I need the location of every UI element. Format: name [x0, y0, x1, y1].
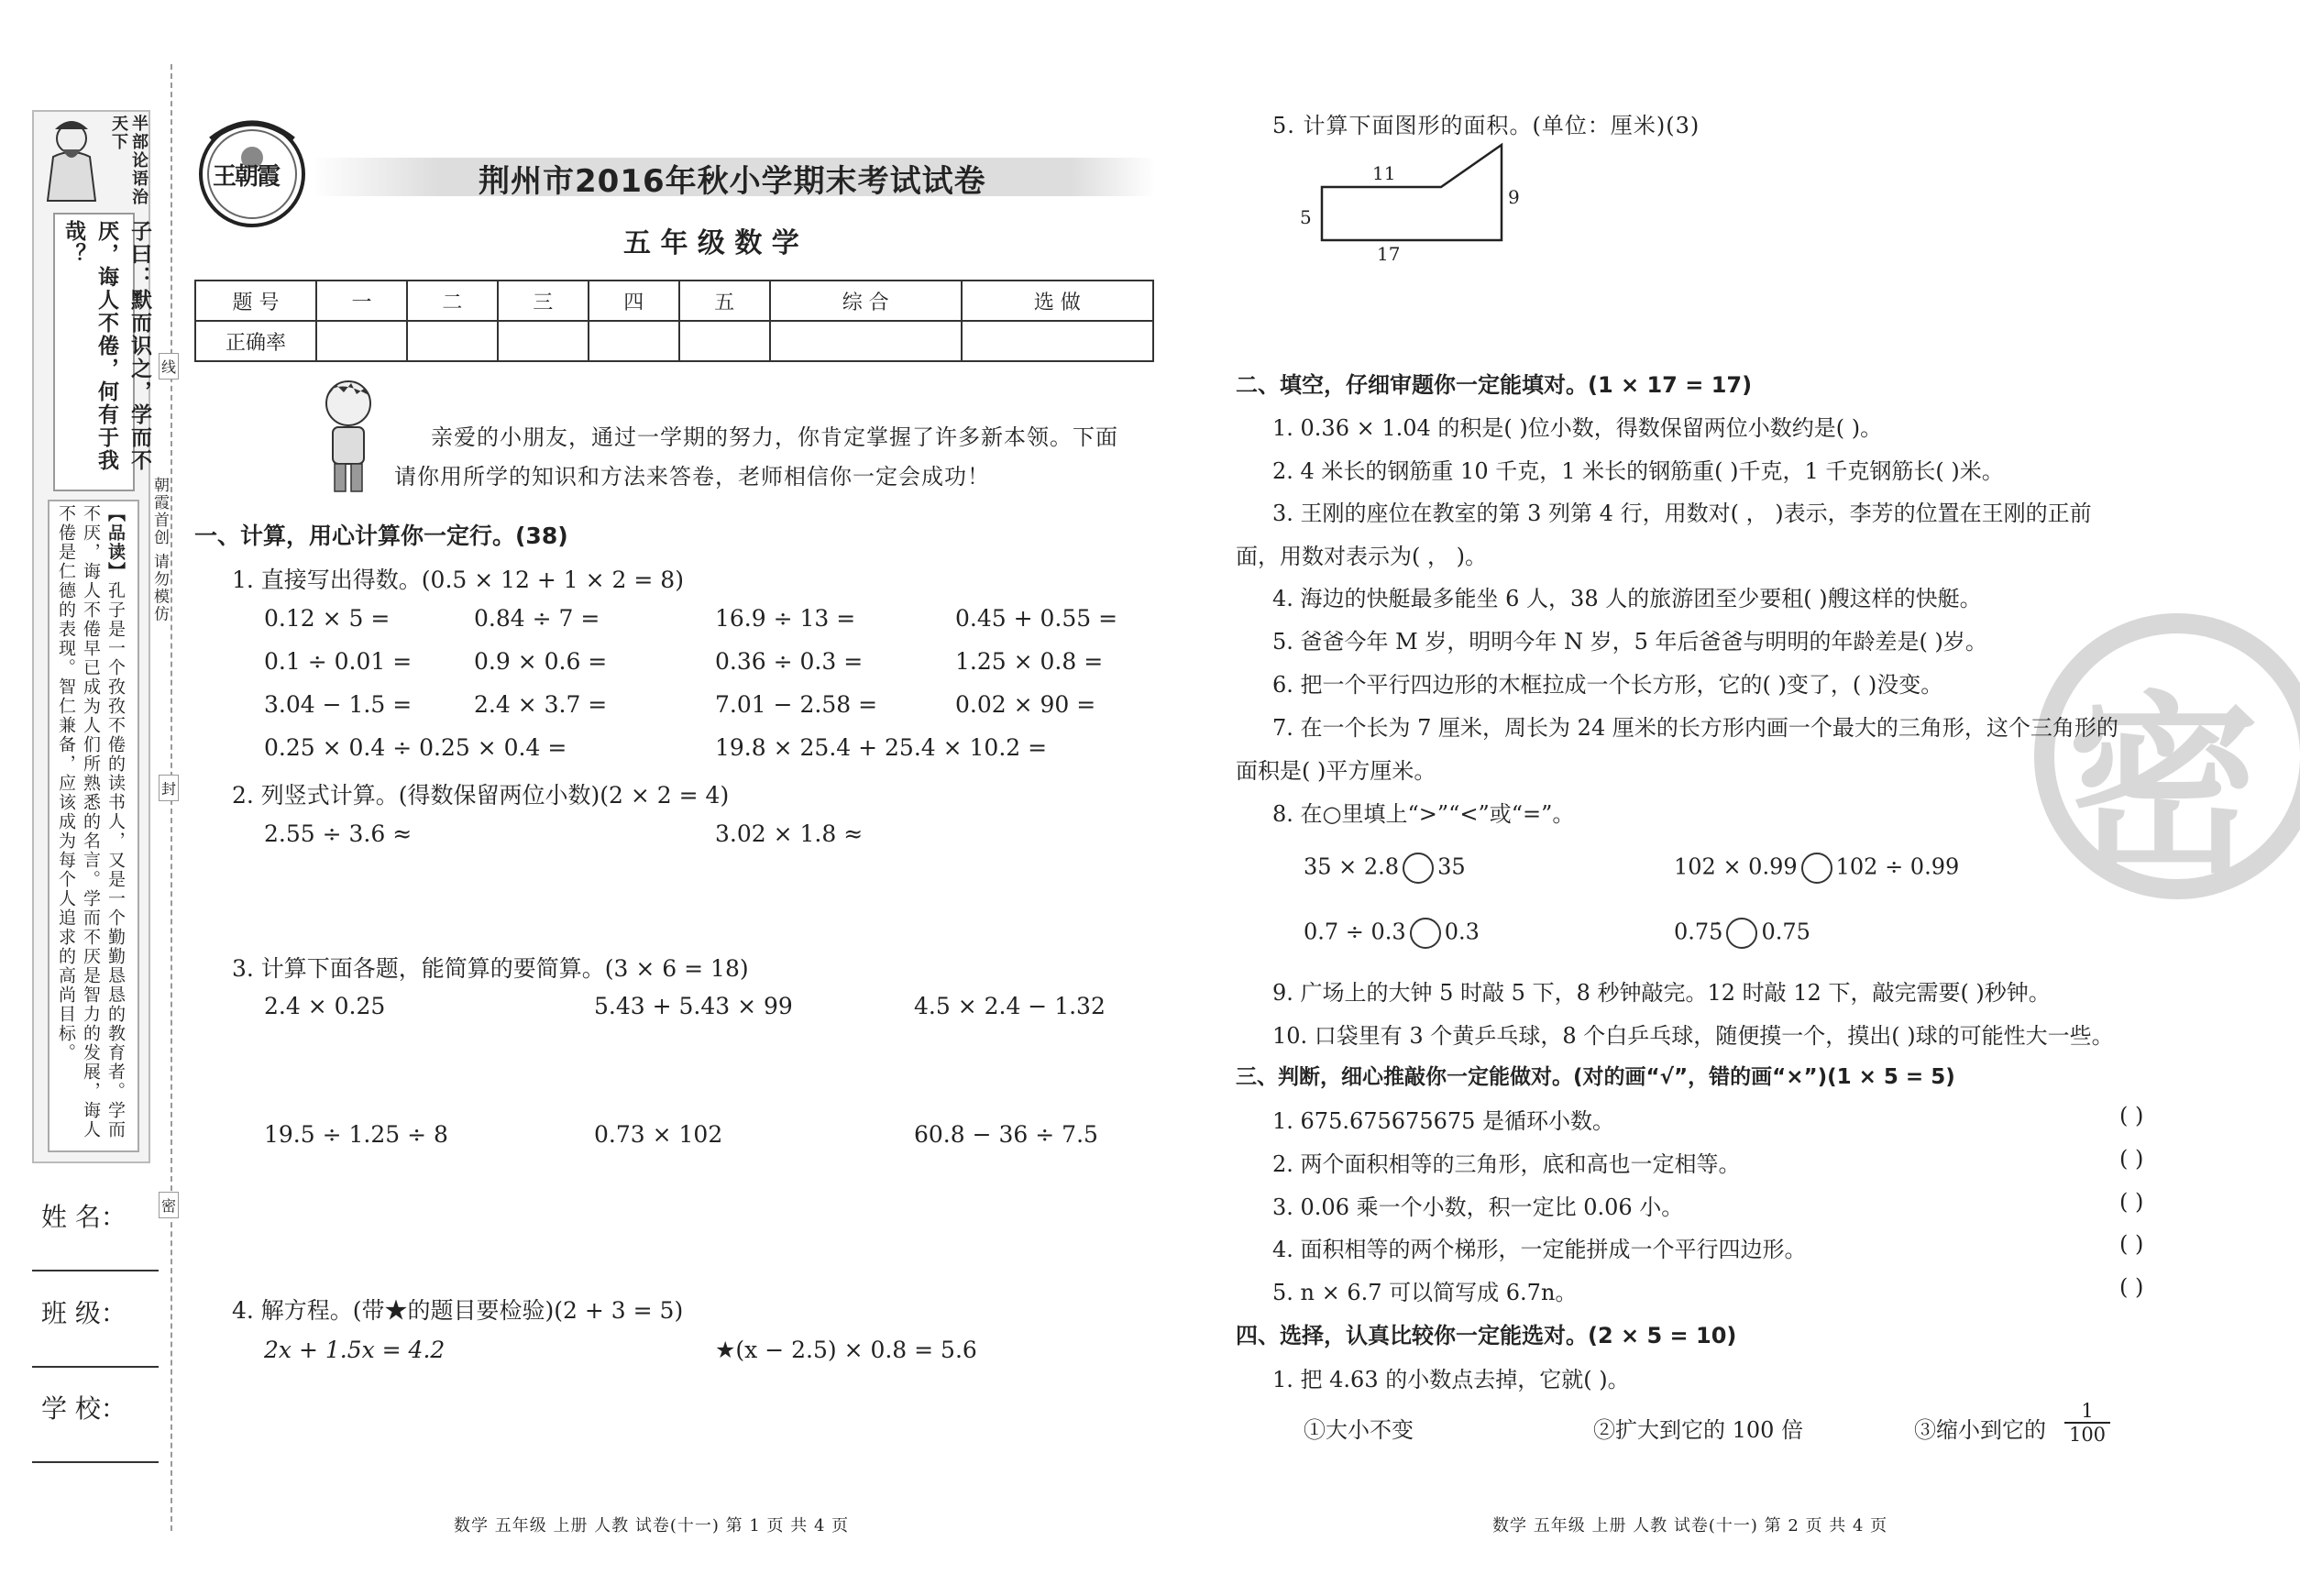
q5-title: 5. 计算下面图形的面积。(单位：厘米)(3): [1272, 113, 1700, 138]
judge-item: 5. n × 6.7 可以简写成 6.7n。: [1272, 1280, 1578, 1305]
commentary-text: 孔子是一个孜孜不倦的读书人，又是一个勤勤恳恳的教育者。学而不厌，诲人不倦早已成为人们所熟悉的名言。学而不厌是智力的发展，诲人不倦是仁德的表现。智仁兼备，应该成为每个人追求的高尚目标。: [56, 504, 126, 1139]
q1-title: 1. 直接写出得数。(0.5 × 12 + 1 × 2 = 8): [232, 567, 684, 593]
judge-bracket[interactable]: ( ): [2119, 1274, 2144, 1300]
judge-item: 1. 675.675675675 是循环小数。: [1272, 1108, 1615, 1134]
fill-item: 10. 口袋里有 3 个黄乒乓球，8 个白乒乓球，随便摸一个，摸出( )球的可能性大一些。: [1272, 1023, 2114, 1049]
score-header-cell: 四: [589, 281, 679, 321]
dim-bottom: 17: [1377, 243, 1401, 265]
section1-title: 一、计算，用心计算你一定行。(38): [194, 523, 568, 549]
dim-left: 5: [1300, 206, 1312, 228]
boy-mascot: [316, 376, 380, 495]
score-header-cell: 五: [679, 281, 770, 321]
score-header-cell: 综 合: [770, 281, 962, 321]
simplify-item: 0.73 × 102: [594, 1121, 723, 1148]
score-cell[interactable]: [498, 321, 589, 361]
fill-item: 面，用数对表示为( ， )。: [1236, 544, 1487, 569]
sidebar-quote: 子曰：默而识之，学而不厌，诲人不倦，何有于我哉？: [61, 220, 152, 472]
section4-title: 四、选择，认真比较你一定能选对。(2 × 5 = 10): [1236, 1323, 1737, 1348]
greeting-line1: 亲爱的小朋友，通过一学期的努力，你肯定掌握了许多新本领。下面: [431, 424, 1118, 450]
compare-row-2b: [1674, 918, 1810, 949]
compare-circle[interactable]: [1801, 853, 1832, 884]
section3-title: 三、判断，细心推敲你一定能做对。(对的画“√”，错的画“×”)(1 × 5 = 5): [1236, 1065, 1955, 1089]
judge-item: 2. 两个面积相等的三角形，底和高也一定相等。: [1272, 1151, 1741, 1177]
fill-item: 8. 在○里填上“>”“<”或“=”。: [1272, 801, 1575, 827]
class-label: 班 级：: [41, 1298, 127, 1328]
score-cell[interactable]: [770, 321, 962, 361]
judge-bracket[interactable]: ( ): [2119, 1103, 2144, 1128]
calc-item: 0.84 ÷ 7 =: [474, 605, 600, 632]
score-row-label: 正确率: [195, 321, 316, 361]
equation-item: ★(x − 2.5) × 0.8 = 5.6: [715, 1337, 977, 1363]
score-cell[interactable]: [679, 321, 770, 361]
fill-item: 1. 0.36 × 1.04 的积是( )位小数，得数保留两位小数约是( )。: [1272, 415, 1883, 441]
choice-option-1[interactable]: ①大小不变: [1304, 1417, 1414, 1443]
greeting-line2: 请你用所学的知识和方法来答卷，老师相信你一定会成功！: [394, 464, 990, 490]
choice-option-2[interactable]: ②扩大到它的 100 倍: [1593, 1417, 1804, 1443]
score-header-cell: 一: [316, 281, 407, 321]
sidebar-commentary: [53, 504, 127, 1146]
compare-right: 0.3: [1444, 919, 1480, 945]
score-cell[interactable]: [407, 321, 498, 361]
area-figure: [1293, 138, 1522, 266]
fill-item: 4. 海边的快艇最多能坐 6 人，38 人的旅游团至少要租( )艘这样的快艇。: [1272, 586, 1982, 611]
calc-item: 16.9 ÷ 13 =: [715, 605, 856, 632]
simplify-item: 60.8 − 36 ÷ 7.5: [914, 1121, 1098, 1148]
compare-left: 102 × 0.99: [1674, 853, 1798, 880]
fill-item: 5. 爸爸今年 M 岁，明明今年 N 岁，5 年后爸爸与明明的年龄差是( )岁。: [1272, 629, 1987, 655]
score-header-cell: 二: [407, 281, 498, 321]
school-line[interactable]: [32, 1461, 159, 1463]
sage-portrait: [35, 113, 108, 204]
compare-right: 0.75: [1761, 919, 1810, 945]
fill-item: 6. 把一个平行四边形的木框拉成一个长方形，它的( )变了，( )没变。: [1272, 672, 1943, 698]
fill-item: 面积是( )平方厘米。: [1236, 758, 1436, 784]
logo-text: 王朝霞: [213, 163, 280, 191]
judge-item: 4. 面积相等的两个梯形，一定能拼成一个平行四边形。: [1272, 1237, 1807, 1262]
fraction-denominator: 100: [2068, 1424, 2107, 1446]
q2-title: 2. 列竖式计算。(得数保留两位小数)(2 × 2 = 4): [232, 782, 730, 809]
compare-circle[interactable]: [1410, 918, 1441, 949]
subject-title: 五 年 级 数 学: [623, 227, 799, 259]
q3-title: 3. 计算下面各题，能简算的要简算。(3 × 6 = 18): [232, 955, 749, 982]
fraction-numerator: 1: [2064, 1400, 2110, 1424]
judge-bracket[interactable]: ( ): [2119, 1189, 2144, 1215]
dim-right: 9: [1508, 186, 1520, 208]
score-rate-row: [195, 321, 1153, 361]
vertical-calc-item: 2.55 ÷ 3.6 ≈: [264, 820, 413, 847]
compare-right: 35: [1437, 853, 1466, 880]
calc-item: 0.02 × 90 =: [955, 691, 1096, 718]
footer-right: 数学 五年级 上册 人教 试卷(十一) 第 2 页 共 4 页: [1492, 1516, 1888, 1535]
fold-mark-1: 线: [159, 353, 179, 380]
compare-circle[interactable]: [1726, 918, 1757, 949]
calc-item: 0.25 × 0.4 ÷ 0.25 × 0.4 =: [264, 734, 567, 761]
school-label: 学 校：: [41, 1393, 127, 1424]
name-line[interactable]: [32, 1270, 159, 1271]
judge-item: 3. 0.06 乘一个小数，积一定比 0.06 小。: [1272, 1194, 1684, 1220]
dim-top: 11: [1372, 162, 1396, 184]
fill-item: 2. 4 米长的钢筋重 10 千克，1 米长的钢筋重( )千克，1 千克钢筋长( )米。: [1272, 458, 2004, 484]
compare-left: 0.7 ÷ 0.3: [1304, 919, 1406, 945]
fill-item: 9. 广场上的大钟 5 时敲 5 下，8 秒钟敲完。12 时敲 12 下，敲完需要( )秒钟。: [1272, 980, 2051, 1006]
judge-bracket[interactable]: ( ): [2119, 1231, 2144, 1257]
compare-circle[interactable]: [1403, 853, 1434, 884]
simplify-item: 2.4 × 0.25: [264, 993, 386, 1019]
choice-option-3-text: ③缩小到它的: [1914, 1417, 2046, 1443]
compare-row-1a: [1304, 853, 1466, 884]
fold-mark-2: 封: [159, 775, 179, 801]
commentary-title: 【品读】: [105, 504, 126, 581]
fraction: [2064, 1400, 2110, 1446]
judge-bracket[interactable]: ( ): [2119, 1146, 2144, 1172]
watermark-char: 密: [2067, 675, 2261, 899]
simplify-item: 5.43 + 5.43 × 99: [594, 993, 793, 1019]
calc-item: 0.1 ÷ 0.01 =: [264, 648, 413, 675]
score-header-cell: 选 做: [962, 281, 1153, 321]
compare-row-1b: [1674, 853, 1959, 884]
score-table: [194, 280, 1154, 362]
equation-item: 2x + 1.5x = 4.2: [264, 1337, 446, 1363]
calc-item: 2.4 × 3.7 =: [474, 691, 608, 718]
compare-row-2a: [1304, 918, 1480, 949]
calc-item: 0.36 ÷ 0.3 =: [715, 648, 864, 675]
fold-note: 朝霞首创 请勿模仿: [150, 477, 169, 623]
compare-left: 35 × 2.8: [1304, 853, 1400, 880]
compare-left: 0.75̇: [1674, 919, 1723, 945]
q4-title: 4. 解方程。(带★的题目要检验)(2 + 3 = 5): [232, 1297, 684, 1324]
motto-small: 半部论语治天下: [109, 115, 149, 206]
calc-item: 0.12 × 5 =: [264, 605, 391, 632]
score-cell[interactable]: [589, 321, 679, 361]
exam-title: 荆州市2016年秋小学期末考试试卷: [479, 163, 986, 200]
score-header-cell: 题 号: [195, 281, 316, 321]
name-label: 姓 名：: [41, 1202, 127, 1232]
calc-item: 0.45 + 0.55 =: [955, 605, 1118, 632]
choice-option-3[interactable]: [1914, 1412, 2046, 1444]
section2-title: 二、填空，仔细审题你一定能填对。(1 × 17 = 17): [1236, 372, 1753, 398]
fill-item: 7. 在一个长为 7 厘米，周长为 24 厘米的长方形内画一个最大的三角形，这个三角形的: [1272, 715, 2118, 741]
simplify-item: 4.5 × 2.4 − 1.32: [914, 993, 1106, 1019]
footer-left: 数学 五年级 上册 人教 试卷(十一) 第 1 页 共 4 页: [454, 1516, 850, 1535]
score-header-row: [195, 281, 1153, 321]
score-cell[interactable]: [316, 321, 407, 361]
fill-item: 3. 王刚的座位在教室的第 3 列第 4 行，用数对( ， )表示，李芳的位置在王刚的正前: [1272, 501, 2092, 526]
calc-item: 0.9 × 0.6 =: [474, 648, 608, 675]
calc-item: 19.8 × 25.4 + 25.4 × 10.2 =: [715, 734, 1048, 761]
simplify-item: 19.5 ÷ 1.25 ÷ 8: [264, 1121, 448, 1148]
class-line[interactable]: [32, 1366, 159, 1368]
choice-question: 1. 把 4.63 的小数点去掉，它就( )。: [1272, 1367, 1630, 1392]
compare-right: 102 ÷ 0.99: [1835, 853, 1960, 880]
calc-item: 7.01 − 2.58 =: [715, 691, 878, 718]
calc-item: 3.04 − 1.5 =: [264, 691, 413, 718]
score-header-cell: 三: [498, 281, 589, 321]
calc-item: 1.25 × 0.8 =: [955, 648, 1104, 675]
score-cell[interactable]: [962, 321, 1153, 361]
vertical-calc-item: 3.02 × 1.8 ≈: [715, 820, 864, 847]
fold-mark-3: 密: [159, 1192, 179, 1218]
